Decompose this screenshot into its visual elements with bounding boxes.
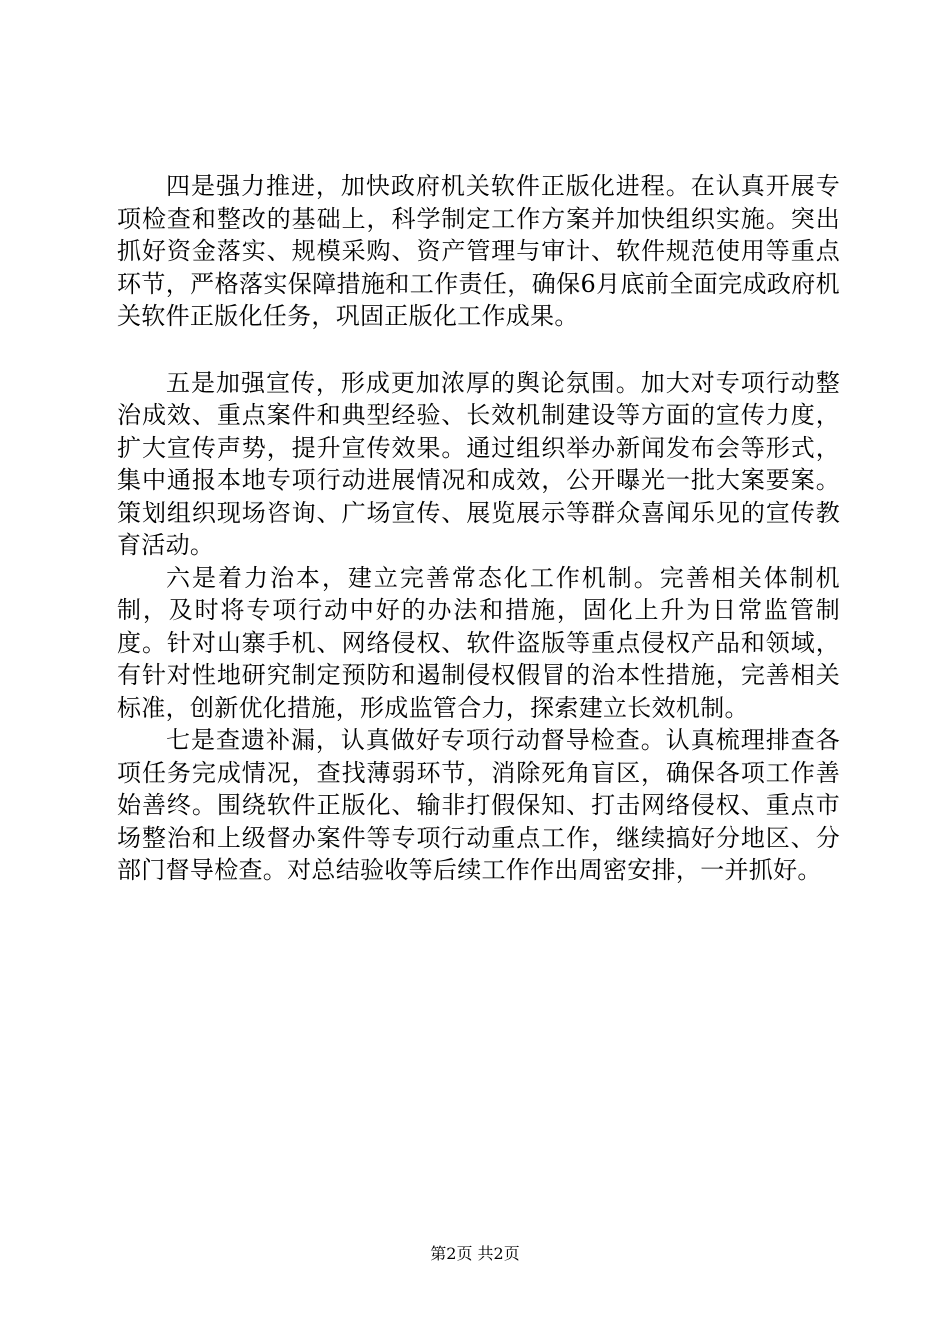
paragraph-5: 五是加强宣传，形成更加浓厚的舆论氛围。加大对专项行动整治成效、重点案件和典型经验、长效机制建设等方面的宣传力度，扩大宣传声势，提升宣传效果。通过组织举办新闻发布会等形式，集中通报本地专项行动进展情况和成效，公开曝光一批大案要案。策划组织现场咨询、广场宣传、展览展示等群众喜闻乐见的宣传教育活动。 <box>117 368 840 559</box>
page-number: 第2页 共2页 <box>430 1244 520 1263</box>
paragraph-4: 四是强力推进，加快政府机关软件正版化进程。在认真开展专项检查和整改的基础上，科学制定工作方案并加快组织实施。突出抓好资金落实、规模采购、资产管理与审计、软件规范使用等重点环节，严格落实保障措施和工作责任，确保6月底前全面完成政府机关软件正版化任务，巩固正版化工作成果。 <box>117 172 840 330</box>
page-footer <box>0 1244 950 1264</box>
document-body <box>117 170 840 887</box>
paragraph-7: 七是查遗补漏，认真做好专项行动督导检查。认真梳理排查各项任务完成情况，查找薄弱环节，消除死角盲区，确保各项工作善始善终。围绕软件正版化、输非打假保知、打击网络侵权、重点市场整治和上级督办案件等专项行动重点工作，继续搞好分地区、分部门督导检查。对总结验收等后续工作作出周密安排，一并抓好。 <box>117 726 840 884</box>
paragraph-6: 六是着力治本，建立完善常态化工作机制。完善相关体制机制，及时将专项行动中好的办法和措施，固化上升为日常监管制度。针对山寨手机、网络侵权、软件盗版等重点侵权产品和领域，有针对性地研究制定预防和遏制侵权假冒的治本性措施，完善相关标准，创新优化措施，形成监管合力，探索建立长效机制。 <box>117 563 840 722</box>
